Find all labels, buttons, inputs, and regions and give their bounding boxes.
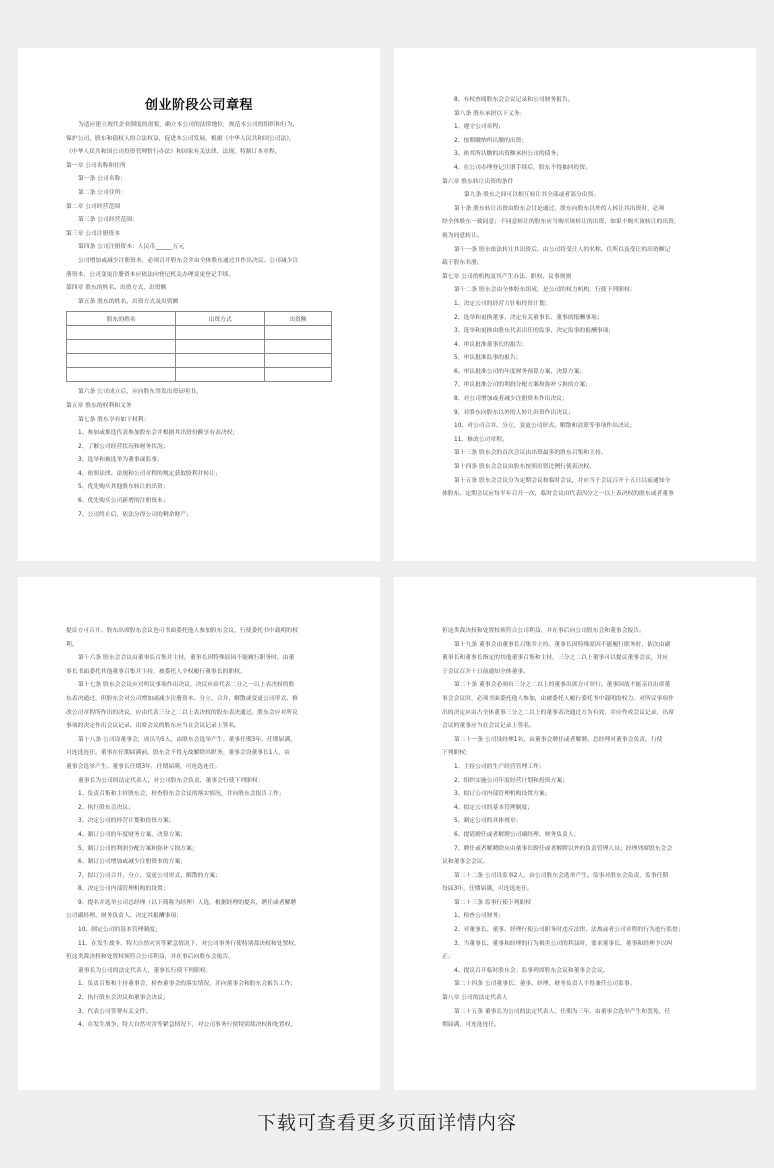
text-line: 10、制定公司的基本管理制度； bbox=[78, 927, 161, 934]
text-line: 第一章 公司名称和住所 bbox=[66, 162, 126, 169]
page-1-text-before-table bbox=[66, 119, 332, 309]
text-line: 8、决定公司内部管理机构的设置； bbox=[78, 886, 169, 893]
text-line: 6、提请聘任或者解聘公司副经理、财务负责人； bbox=[454, 831, 580, 838]
text-line: 册资本，公司变更注册资本应依法向登记机关办理变更登记手续。 bbox=[66, 271, 235, 278]
text-line: 11、在发生战争、特大自然灾害等紧急情况下，对公司事务行使特别裁决权和处置权， bbox=[78, 940, 300, 947]
page-4-text bbox=[442, 625, 708, 1033]
text-line: 载于股东名册。 bbox=[442, 260, 483, 267]
table-cell bbox=[176, 368, 264, 382]
document-title: 创业阶段公司章程 bbox=[144, 98, 253, 113]
text-line: 5、制定公司的具体规章； bbox=[454, 818, 522, 825]
text-line: 期届满，可连选连任。 bbox=[442, 1022, 500, 1029]
text-line: 第五条 股东的姓名、出资方式及出资额 bbox=[78, 298, 179, 305]
document-page-3 bbox=[18, 577, 380, 1090]
text-line: 《中华人民共和国公司投资管理暂行办法》和国家有关法律、法规，特制订本章程。 bbox=[66, 149, 281, 156]
text-line: 第二十四条 公司董事长、董事、经理、财务负责人不得兼任公司监事。 bbox=[454, 981, 636, 988]
text-line: 1、检查公司财务； bbox=[454, 913, 505, 920]
text-line: 2、执行股东会决议； bbox=[78, 804, 134, 811]
text-line: 4、在公司办理登记注册手续后，股东不得抽回投资。 bbox=[454, 164, 592, 171]
table-cell bbox=[67, 354, 176, 368]
table-cell bbox=[67, 326, 176, 340]
text-line: 第二十二条 公司设监事2人，由公司股东会选举产生。监事对股东会负责，监事任期 bbox=[454, 872, 669, 879]
table-header-cell: 股东的姓名 bbox=[67, 312, 176, 326]
text-line: 经全体股东一致同意；不同意转让的股东应当购买该转让的出资，如果不购买该转让的出资， bbox=[442, 219, 680, 226]
text-line: 第五章 股东的权利和义务 bbox=[66, 402, 132, 409]
text-line: 4、依照法律、法规和公司章程的规定获取股利并转让； bbox=[78, 470, 221, 477]
text-line: 2、对董事长、董事、经理行使公司职务时违反法律、法规或者公司章程的行为进行监督； bbox=[454, 927, 684, 934]
text-line: 7、审议批准公司的利润分配方案和弥补亏损的方案； bbox=[454, 382, 592, 389]
table-cell bbox=[264, 326, 331, 340]
text-line: 第八章 公司的法定代表人 bbox=[442, 995, 508, 1002]
text-line: 可连选连任。董事在任期届满前，股东会不得无故解除其职务。董事会设董事长1人，由 bbox=[66, 750, 290, 757]
table-cell bbox=[67, 340, 176, 354]
text-line: 1、遵守公司章程； bbox=[454, 124, 505, 131]
text-line: 正； bbox=[442, 954, 454, 961]
text-line: 第六章 股东转让出资的条件 bbox=[442, 178, 514, 185]
text-line: 利。 bbox=[66, 641, 78, 648]
text-line: 7、拟订公司合并、分立、变更公司形式、解散的方案； bbox=[78, 872, 221, 879]
text-line: 为适应建立现代企业制度的需要，确立本公司的法律地位，规范本公司的组织和行为， bbox=[78, 122, 299, 128]
text-line: 3、依其所认缴的出资额承担公司的债务； bbox=[454, 151, 563, 158]
text-line: 9、提名并选举公司总经理（以下简称为经理）人选，根据经理的提名，聘任或者解聘 bbox=[78, 899, 297, 906]
table-cell bbox=[264, 340, 331, 354]
text-line: 第七章 公司的机构及其产生办法、职权、议事规则 bbox=[442, 273, 572, 280]
table-header-cell: 出资额 bbox=[264, 312, 331, 326]
text-line: 第四章 股东的姓名、出资方式、出资额 bbox=[66, 285, 167, 292]
shareholder-table bbox=[66, 311, 332, 382]
text-line: 第十五条 股东会会议分为定期会议和临时会议，并应当于会议召开十五日以前通知全 bbox=[454, 477, 671, 484]
text-line: 3、选举和被选举为董事或监事； bbox=[78, 457, 163, 464]
text-line: 3、拟订公司内部管理机构设置方案； bbox=[454, 791, 551, 798]
text-line: 东表决通过，但股东会对公司增加或减少注册资本、分立、合并、解散或变更公司形式、修 bbox=[66, 695, 298, 702]
text-line: 董事长为公司的法定代表人，董事长行使下列职权： bbox=[78, 967, 212, 974]
text-line: 事长书面委托其他董事召集并主持，被委托人全权履行董事长的职权。 bbox=[66, 668, 246, 675]
text-line: 4、在发生战争、特大自然灾害等紧急情况下，对公司事务行使特别裁决权和处置权， bbox=[78, 1022, 297, 1029]
text-line: 保护公司、股东和债权人的合法权益，促进本公司发展，根据《中华人民共和国公司法》， bbox=[66, 135, 295, 142]
table-row bbox=[67, 326, 332, 340]
text-line: 第二章 公司经营范围 bbox=[66, 203, 121, 210]
text-line: 3、代表公司签署有关文件； bbox=[78, 1008, 152, 1015]
text-line: 4、提议召开临时股东会；监事列席股东会议和董事会会议。 bbox=[454, 967, 609, 974]
page-3-text bbox=[66, 625, 332, 1033]
document-page-4 bbox=[394, 577, 756, 1090]
text-line: 但这类裁决权和处置权须符合公司利益，并在事后向公司股东会和董事会报告。 bbox=[442, 628, 645, 634]
text-line: 第十条 股东转让出资由股东会讨论通过。股东向股东以外的人转让其出资时，必须 bbox=[454, 205, 665, 212]
text-line: 事会会议时，必须书面委托他人参加，由被委托人履行委托书中载明的权力。对所议事项作 bbox=[442, 695, 674, 702]
text-line: 1、主持公司的生产经营管理工作； bbox=[454, 763, 545, 770]
text-line: 第二十五条 董事长为公司的法定代表人，任期为三年，由董事会选举产生和罢免，任 bbox=[454, 1008, 671, 1015]
table-cell bbox=[176, 354, 264, 368]
text-line: 2、组织实施公司年度经营计划和投资方案； bbox=[454, 777, 568, 784]
text-line: 第十一条 股东依法转让其出资后，由公司将受让人的名称、住所以及受让的出资额记 bbox=[454, 246, 671, 253]
text-line: 3、决定公司的经营计划和投资方案； bbox=[78, 818, 175, 825]
text-line: 1、负责召集和主持股东会，检查股东会会议的落实情况，并向股东会报告工作； bbox=[78, 791, 285, 798]
text-line: 1、参加或推选代表参加股东会并根据其出资份额享有表决权； bbox=[78, 430, 239, 437]
download-more-caption: 下载可查看更多页面详情内容 bbox=[256, 1112, 517, 1134]
text-line: 第十七条 股东会会议应对所议事项作出决议，决议应由代表二分之一以上表决权的股 bbox=[78, 682, 295, 689]
text-line: 第三条 公司经营范围： bbox=[78, 217, 138, 224]
text-line: 7、公司终止后，依法分得公司的剩余财产； bbox=[78, 511, 192, 518]
text-line: 8、对公司增加或者减少注册资本作出决议； bbox=[454, 396, 568, 403]
text-line: 董事会选举产生。董事长任期3年，任期届满，可连选连任。 bbox=[66, 763, 221, 770]
text-line: 会议的董事应当在会议记录上签名。 bbox=[442, 723, 535, 730]
text-line: 5、优先购买其他股东转让的出资； bbox=[78, 484, 169, 491]
text-line: 改公司章程所作出的决议，应由代表三分之二以上表决权的股东表决通过。股东会应对所议 bbox=[66, 709, 298, 716]
text-line: 第八条 股东承担以下义务： bbox=[454, 110, 526, 117]
table-cell bbox=[264, 368, 331, 382]
text-line: 4、审议批准董事长的报告； bbox=[454, 341, 528, 348]
text-line: 7、聘任或者解聘除应由董事长聘任或者解聘以外的负责管理人员；经理列席股东会会 bbox=[454, 845, 673, 852]
text-line: 第十六条 股东会会议由董事长召集并主持。董事长因特殊原因不能履行职务时，由董 bbox=[78, 655, 295, 662]
table-header-row bbox=[67, 312, 332, 326]
text-line: 2、执行股东会决议和董事会决议； bbox=[78, 995, 169, 1002]
text-line: 议和董事会会议。 bbox=[442, 859, 489, 866]
text-line: 第十二条 股东会由全体股东组成，是公司的权力机构，行使下列职权： bbox=[454, 287, 636, 294]
text-line: 第一条 公司名称： bbox=[78, 176, 127, 183]
text-line: 第九条 股东之间可以相互转让其全部或者部分出资。 bbox=[464, 192, 600, 199]
text-line: 第四条 公司注册资本：人民币______万元 bbox=[78, 244, 185, 251]
text-line: 但这类裁决权和处置权须符合公司利益，并在事后向股东会报告。 bbox=[66, 954, 235, 961]
table-row bbox=[67, 354, 332, 368]
text-line: 下列职权： bbox=[442, 750, 471, 757]
text-line: 2、了解公司经营状况和财务状况； bbox=[78, 443, 169, 450]
text-line: 于会议召开十日前通知全体董事。 bbox=[442, 668, 529, 675]
text-line: 3、选举和更换由股东代表出任的监事，决定监事的报酬事项； bbox=[454, 328, 615, 335]
text-line: 出的决定应由占全体董事三分之二以上的董事表决通过方为有效，并应作成会议记录，出席 bbox=[442, 709, 674, 716]
text-line: 1、负责召集和主持董事会，检查董事会的落实情况，并向董事会和股东会报告工作； bbox=[78, 981, 297, 988]
text-line: 6、优先购买公司新增的注册资本； bbox=[78, 498, 169, 505]
text-line: 4、拟定公司的基本管理制度； bbox=[454, 804, 534, 811]
document-page-2 bbox=[394, 48, 756, 561]
text-line: 公司增加或减少注册资本，必须召开股东会并由全体股东通过并作出决议。公司减少注 bbox=[78, 257, 299, 264]
text-line: 第十四条 股东会会议由股东按照出资比例行使表决权。 bbox=[454, 464, 595, 471]
text-line: 第十九条 董事会由董事长召集并主持。董事长因特殊原因不能履行职务时，依次由副 bbox=[454, 641, 671, 648]
text-line: 第十三条 股东会的首次会议由出资最多的股东召集和主持。 bbox=[454, 450, 607, 457]
text-line: 第六条 公司成立后，应向股东签发出资证明书。 bbox=[78, 389, 202, 396]
document-page-1 bbox=[18, 48, 380, 561]
table-cell bbox=[176, 340, 264, 354]
text-line: 第二十条 董事会必须有三分之二以上的董事出席方可举行。董事因故不能亲自出席董 bbox=[454, 682, 671, 689]
text-line: 董事长为公司的法定代表人，对公司股东会负责，董事会行使下列职权： bbox=[78, 777, 264, 784]
text-line: 第二十三条 监事行使下列职权 bbox=[454, 899, 532, 906]
text-line: 公司副经理、财务负责人，决定其报酬事项； bbox=[66, 913, 182, 920]
text-line: 第三章 公司注册资本 bbox=[66, 230, 121, 237]
text-line: 每届3年，任期届满，可连选连任。 bbox=[442, 886, 533, 893]
text-line: 11、修改公司章程。 bbox=[454, 436, 508, 443]
text-line: 6、制订公司增加或减少注册资本的方案； bbox=[78, 859, 187, 866]
page-2-text bbox=[442, 94, 708, 502]
text-line: 第七条 股东享有如下权利： bbox=[78, 416, 150, 423]
table-row bbox=[67, 368, 332, 382]
text-line: 事项的决定作出会议记录，出席会议的股东应当在会议记录上签名。 bbox=[66, 723, 240, 730]
text-line: 第二条 公司住所： bbox=[78, 189, 127, 196]
text-line: 视为同意转让。 bbox=[442, 232, 483, 239]
text-line: 体股东。定期会议应每半年召开一次，临时会议由代表四分之一以上表决权的股东或者董事 bbox=[442, 491, 674, 498]
text-line: 6、审议批准公司的年度财务预算方案、决算方案； bbox=[454, 368, 586, 375]
text-line: 1、决定公司的经营方针和投资计划； bbox=[454, 300, 551, 307]
table-cell bbox=[67, 368, 176, 382]
text-line: 2、选举和更换董事，决定有关董事长、董事的报酬事项； bbox=[454, 314, 603, 321]
table-cell bbox=[264, 354, 331, 368]
text-line: 第二十一条 公司设经理1名，由董事会聘任或者解聘。总经理对董事会负责，行使 bbox=[454, 736, 663, 743]
text-line: 3、当董事长、董事和经理的行为损害公司的利益时，要求董事长、董事和经理予以纠 bbox=[454, 940, 673, 947]
table-row bbox=[67, 340, 332, 354]
page-1-text-after-table bbox=[66, 386, 332, 522]
table-cell bbox=[176, 326, 264, 340]
text-line: 4、制订公司的年度财务方案、决算方案； bbox=[78, 831, 187, 838]
text-line: 5、审议批准监事的报告； bbox=[454, 355, 522, 362]
text-line: 5、制订公司的利润分配方案和弥补亏损方案； bbox=[78, 845, 198, 852]
text-line: 提议方可召开。股东出席股东会议也可书面委托他人参加股东会议，行使委托书中载明的权 bbox=[66, 628, 298, 634]
text-line: 第十八条 公司设董事会，成员为5人，由股东会选举产生。董事任期3年，任期届满， bbox=[78, 736, 296, 743]
text-line: 2、按期缴纳所认缴的出资； bbox=[454, 137, 528, 144]
table-header-cell: 出资方式 bbox=[176, 312, 264, 326]
text-line: 董事长和董事长指定的其他董事召集和主持，三分之二以上董事可以提议董事会议，并应 bbox=[442, 655, 669, 662]
text-line: 8、有权查阅股东会会议记录和公司财务报告。 bbox=[454, 97, 574, 103]
text-line: 9、对股东向股东以外的人转让出资作出决议； bbox=[454, 409, 574, 416]
text-line: 10、对公司合并、分立、变更公司形式、解散和清算等事项作出决议； bbox=[454, 423, 636, 430]
